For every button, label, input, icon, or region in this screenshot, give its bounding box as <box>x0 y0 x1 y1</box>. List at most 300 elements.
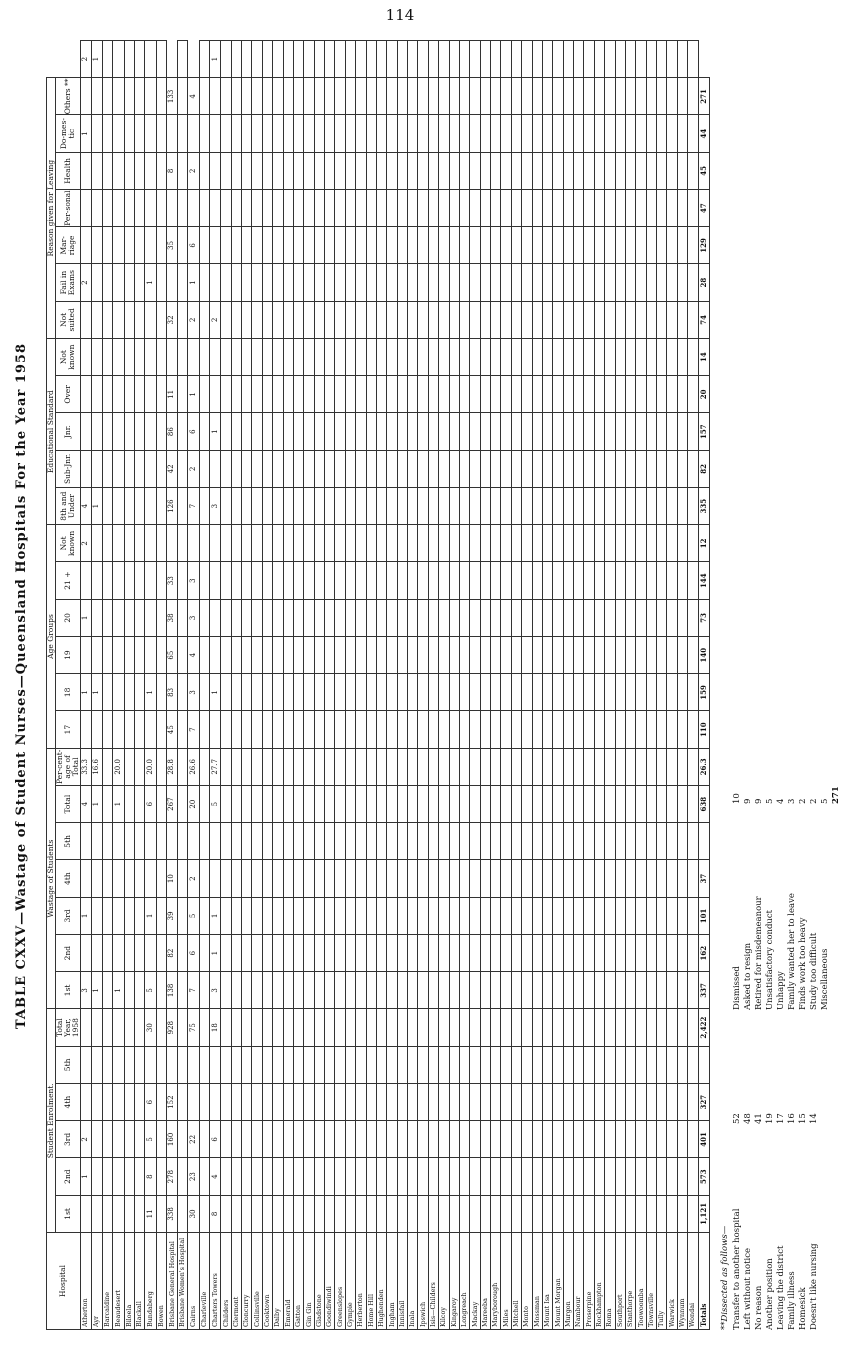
table-row <box>542 41 552 1330</box>
table-cell <box>605 786 615 823</box>
table-cell <box>366 376 376 413</box>
table-cell <box>439 376 449 413</box>
table-cell <box>91 264 102 301</box>
table-cell <box>574 935 584 972</box>
table-cell <box>304 674 314 711</box>
col-header-education-3: Over <box>55 376 80 413</box>
table-cell <box>91 823 102 860</box>
hospital-name: Charters Towers <box>210 1233 221 1330</box>
table-cell <box>667 599 677 636</box>
table-cell <box>102 972 112 1009</box>
table-cell <box>345 1084 355 1121</box>
table-cell <box>522 674 532 711</box>
table-cell <box>134 1009 144 1046</box>
table-cell <box>605 301 615 338</box>
table-cell <box>459 1084 469 1121</box>
table-cell <box>667 376 677 413</box>
table-cell <box>594 41 604 78</box>
table-cell <box>501 786 511 823</box>
table-cell <box>325 152 335 189</box>
table-cell <box>511 748 521 785</box>
table-cell <box>439 897 449 934</box>
table-cell <box>480 599 490 636</box>
table-cell <box>646 599 656 636</box>
table-cell <box>449 786 459 823</box>
table-cell <box>145 860 156 897</box>
table-cell <box>677 301 687 338</box>
col-header-reason-5: Do-mes-tic <box>55 115 80 152</box>
table-cell <box>688 115 698 152</box>
col-header-reason-0: Not suited <box>55 301 80 338</box>
table-cell <box>145 376 156 413</box>
table-row <box>636 41 646 1330</box>
table-cell <box>293 823 303 860</box>
table-cell <box>345 599 355 636</box>
table-cell: 1 <box>80 599 91 636</box>
table-cell <box>304 823 314 860</box>
table-cell <box>325 972 335 1009</box>
table-cell <box>408 897 418 934</box>
table-cell: 1 <box>80 1158 91 1195</box>
table-cell <box>397 376 407 413</box>
table-cell <box>178 190 188 227</box>
table-cell <box>491 1121 501 1158</box>
table-cell <box>449 190 459 227</box>
table-cell <box>366 450 376 487</box>
table-cell <box>646 935 656 972</box>
table-cell <box>553 190 563 227</box>
table-cell <box>439 674 449 711</box>
table-cell <box>102 41 112 78</box>
table-cell <box>449 78 459 115</box>
table-cell <box>262 339 272 376</box>
hospital-name: Bowen <box>156 1233 166 1330</box>
table-cell <box>102 935 112 972</box>
table-cell <box>91 1158 102 1195</box>
table-cell <box>470 1046 480 1083</box>
table-cell <box>210 1084 221 1121</box>
table-cell <box>625 1009 635 1046</box>
legend-value: 48 <box>743 1113 753 1124</box>
table-cell <box>80 301 91 338</box>
table-cell <box>625 152 635 189</box>
table-cell <box>667 227 677 264</box>
table-cell <box>124 823 134 860</box>
table-cell <box>156 562 166 599</box>
table-cell <box>376 860 386 897</box>
table-cell <box>335 78 345 115</box>
table-cell <box>231 488 241 525</box>
table-cell <box>273 972 283 1009</box>
table-cell <box>511 897 521 934</box>
table-cell <box>166 115 177 152</box>
table-cell <box>542 748 552 785</box>
table-cell <box>428 78 438 115</box>
table-cell <box>304 450 314 487</box>
table-cell <box>511 488 521 525</box>
table-cell <box>542 860 552 897</box>
table-cell <box>428 1121 438 1158</box>
table-cell <box>304 711 314 748</box>
legend-total-row <box>831 710 842 1010</box>
table-cell <box>574 264 584 301</box>
table-cell <box>283 301 293 338</box>
table-cell <box>553 413 563 450</box>
table-cell <box>646 376 656 413</box>
table-cell <box>667 339 677 376</box>
table-cell <box>428 637 438 674</box>
table-cell <box>314 115 324 152</box>
hospital-name: Rockhampton <box>594 1233 604 1330</box>
table-cell <box>646 1009 656 1046</box>
table-cell <box>145 711 156 748</box>
legend-value: 52 <box>732 1113 742 1124</box>
table-cell <box>345 823 355 860</box>
table-cell <box>199 115 209 152</box>
table-cell <box>356 376 366 413</box>
table-cell <box>304 935 314 972</box>
table-cell <box>636 860 646 897</box>
table-cell <box>366 1009 376 1046</box>
table-cell <box>522 264 532 301</box>
table-cell <box>314 897 324 934</box>
table-cell <box>553 301 563 338</box>
table-cell <box>366 115 376 152</box>
totals-label: Totals <box>698 1233 709 1330</box>
table-cell <box>356 562 366 599</box>
table-cell <box>252 525 262 562</box>
table-cell <box>80 823 91 860</box>
table-cell <box>335 450 345 487</box>
table-cell <box>418 599 428 636</box>
table-cell: 1 <box>145 674 156 711</box>
table-cell <box>511 525 521 562</box>
table-cell <box>553 599 563 636</box>
table-cell <box>459 860 469 897</box>
table-cell <box>242 376 252 413</box>
table-row <box>293 41 303 1330</box>
table-cell <box>304 860 314 897</box>
table-cell <box>605 264 615 301</box>
table-cell <box>91 450 102 487</box>
table-cell <box>325 1121 335 1158</box>
table-cell <box>356 1195 366 1232</box>
table-cell <box>178 41 188 78</box>
table-cell <box>366 1195 376 1232</box>
table-cell <box>615 674 625 711</box>
table-cell <box>522 376 532 413</box>
table-cell <box>470 1084 480 1121</box>
table-cell <box>314 525 324 562</box>
table-cell <box>428 562 438 599</box>
table-cell <box>574 562 584 599</box>
table-cell <box>283 376 293 413</box>
table-cell <box>156 599 166 636</box>
table-cell <box>366 599 376 636</box>
table-cell <box>428 152 438 189</box>
hospital-name: Monto <box>522 1233 532 1330</box>
table-cell <box>677 935 687 972</box>
col-header-education-2: Jnr. <box>55 413 80 450</box>
table-cell <box>522 1084 532 1121</box>
table-cell: 6 <box>188 413 199 450</box>
table-cell: 86 <box>166 413 177 450</box>
table-cell <box>605 599 615 636</box>
table-cell <box>166 525 177 562</box>
table-cell <box>522 599 532 636</box>
table-cell <box>625 1195 635 1232</box>
col-header-enrol-0: 1st <box>55 1195 80 1232</box>
table-cell <box>459 562 469 599</box>
table-cell <box>178 152 188 189</box>
table-cell <box>574 227 584 264</box>
legend-item <box>765 1030 776 1330</box>
table-cell <box>511 301 521 338</box>
table-cell <box>91 1195 102 1232</box>
table-cell <box>688 227 698 264</box>
table-cell <box>584 152 594 189</box>
table-cell <box>470 1121 480 1158</box>
table-cell <box>605 152 615 189</box>
table-cell <box>408 190 418 227</box>
table-cell <box>501 562 511 599</box>
table-cell <box>231 1158 241 1195</box>
table-cell <box>262 413 272 450</box>
table-cell <box>283 823 293 860</box>
table-cell <box>594 637 604 674</box>
table-cell <box>345 1195 355 1232</box>
legend-item <box>765 710 776 1010</box>
table-cell <box>387 1195 397 1232</box>
table-cell <box>199 301 209 338</box>
table-cell <box>314 450 324 487</box>
table-cell <box>242 748 252 785</box>
table-cell <box>314 860 324 897</box>
legend-label: Unhappy <box>776 971 786 1010</box>
table-cell <box>584 860 594 897</box>
table-cell <box>667 301 677 338</box>
table-cell <box>501 1084 511 1121</box>
table-cell <box>408 823 418 860</box>
table-cell <box>553 860 563 897</box>
table-cell <box>221 562 231 599</box>
table-cell <box>522 972 532 1009</box>
table-cell <box>574 1158 584 1195</box>
table-cell <box>553 488 563 525</box>
table-cell <box>199 1121 209 1158</box>
table-cell <box>449 674 459 711</box>
table-cell <box>376 78 386 115</box>
table-cell <box>91 525 102 562</box>
table-cell <box>615 935 625 972</box>
table-cell <box>657 860 667 897</box>
table-cell <box>408 786 418 823</box>
table-cell <box>439 525 449 562</box>
hospital-name: Roma <box>605 1233 615 1330</box>
table-cell <box>178 748 188 785</box>
table-cell <box>293 152 303 189</box>
table-cell <box>439 1009 449 1046</box>
table-cell <box>594 1121 604 1158</box>
table-cell <box>397 413 407 450</box>
table-cell <box>188 1046 199 1083</box>
table-cell <box>178 488 188 525</box>
table-cell <box>542 413 552 450</box>
table-cell <box>134 972 144 1009</box>
table-row <box>439 41 449 1330</box>
table-cell <box>511 860 521 897</box>
table-cell: 1 <box>210 41 221 78</box>
table-cell <box>501 152 511 189</box>
hospital-name: Gin Gin <box>304 1233 314 1330</box>
table-cell <box>605 711 615 748</box>
table-cell <box>304 525 314 562</box>
totals-cell: 26.3 <box>698 748 709 785</box>
table-cell <box>231 78 241 115</box>
table-cell <box>605 1158 615 1195</box>
hospital-name: Dalby <box>273 1233 283 1330</box>
legend-label: Dismissed <box>732 966 742 1010</box>
table-cell <box>178 1009 188 1046</box>
table-cell <box>625 190 635 227</box>
table-cell <box>134 786 144 823</box>
table-cell <box>480 1158 490 1195</box>
table-cell <box>325 637 335 674</box>
table-cell <box>145 823 156 860</box>
table-cell <box>156 897 166 934</box>
table-cell <box>657 78 667 115</box>
table-cell <box>480 562 490 599</box>
table-cell <box>113 525 124 562</box>
table-cell <box>449 1158 459 1195</box>
table-cell: 4 <box>188 637 199 674</box>
table-cell <box>408 1046 418 1083</box>
table-cell <box>356 935 366 972</box>
table-cell <box>178 1195 188 1232</box>
table-cell <box>124 1158 134 1195</box>
table-cell <box>646 562 656 599</box>
table-cell <box>304 897 314 934</box>
table-cell <box>563 935 573 972</box>
table-cell <box>605 674 615 711</box>
table-cell <box>262 488 272 525</box>
table-cell <box>574 413 584 450</box>
table-cell <box>242 488 252 525</box>
table-cell <box>345 935 355 972</box>
table-cell <box>428 823 438 860</box>
table-cell <box>80 935 91 972</box>
table-cell <box>345 1046 355 1083</box>
table-cell <box>199 339 209 376</box>
table-cell <box>345 674 355 711</box>
table-cell <box>501 115 511 152</box>
table-cell <box>242 152 252 189</box>
table-cell <box>134 227 144 264</box>
table-cell <box>178 1121 188 1158</box>
table-cell <box>283 748 293 785</box>
table-cell <box>283 152 293 189</box>
table-cell <box>677 450 687 487</box>
table-cell <box>511 711 521 748</box>
hospital-name: Mackay <box>470 1233 480 1330</box>
table-cell <box>439 823 449 860</box>
table-cell <box>397 1158 407 1195</box>
table-cell <box>688 376 698 413</box>
hospital-name: Gatton <box>293 1233 303 1330</box>
table-cell <box>584 562 594 599</box>
table-cell <box>221 823 231 860</box>
col-header-age-3: 20 <box>55 599 80 636</box>
table-cell <box>387 525 397 562</box>
table-cell <box>428 190 438 227</box>
table-cell <box>449 748 459 785</box>
table-cell <box>231 190 241 227</box>
table-cell <box>532 711 542 748</box>
table-cell <box>345 78 355 115</box>
table-cell <box>376 786 386 823</box>
col-header-wastage-3: 4th <box>55 860 80 897</box>
table-cell <box>470 748 480 785</box>
table-cell <box>677 1121 687 1158</box>
table-cell <box>688 1121 698 1158</box>
table-cell <box>511 637 521 674</box>
table-cell <box>134 190 144 227</box>
totals-cell: 14 <box>698 339 709 376</box>
table-cell <box>428 264 438 301</box>
table-cell <box>124 1121 134 1158</box>
table-cell <box>80 450 91 487</box>
table-cell <box>262 227 272 264</box>
table-cell <box>252 152 262 189</box>
table-cell <box>345 339 355 376</box>
table-cell <box>166 823 177 860</box>
table-cell <box>636 525 646 562</box>
table-cell <box>408 301 418 338</box>
table-cell <box>91 860 102 897</box>
table-cell: 11 <box>145 1195 156 1232</box>
table-cell <box>418 972 428 1009</box>
table-cell <box>532 748 542 785</box>
table-cell <box>522 227 532 264</box>
table-cell <box>408 860 418 897</box>
table-cell <box>262 637 272 674</box>
table-cell <box>221 41 231 78</box>
table-cell <box>605 78 615 115</box>
table-cell <box>667 711 677 748</box>
table-cell <box>480 488 490 525</box>
table-cell <box>283 711 293 748</box>
table-cell <box>646 711 656 748</box>
table-cell <box>470 860 480 897</box>
table-cell <box>522 823 532 860</box>
table-cell <box>553 562 563 599</box>
table-cell <box>542 190 552 227</box>
table-cell <box>325 413 335 450</box>
table-cell <box>657 1158 667 1195</box>
table-cell <box>480 1046 490 1083</box>
table-cell <box>677 860 687 897</box>
table-cell <box>511 376 521 413</box>
table-cell <box>210 823 221 860</box>
table-cell <box>91 152 102 189</box>
table-cell <box>283 525 293 562</box>
table-cell <box>199 823 209 860</box>
table-cell <box>688 190 698 227</box>
table-cell <box>688 562 698 599</box>
table-cell <box>145 525 156 562</box>
table-cell <box>376 450 386 487</box>
table-cell <box>459 152 469 189</box>
